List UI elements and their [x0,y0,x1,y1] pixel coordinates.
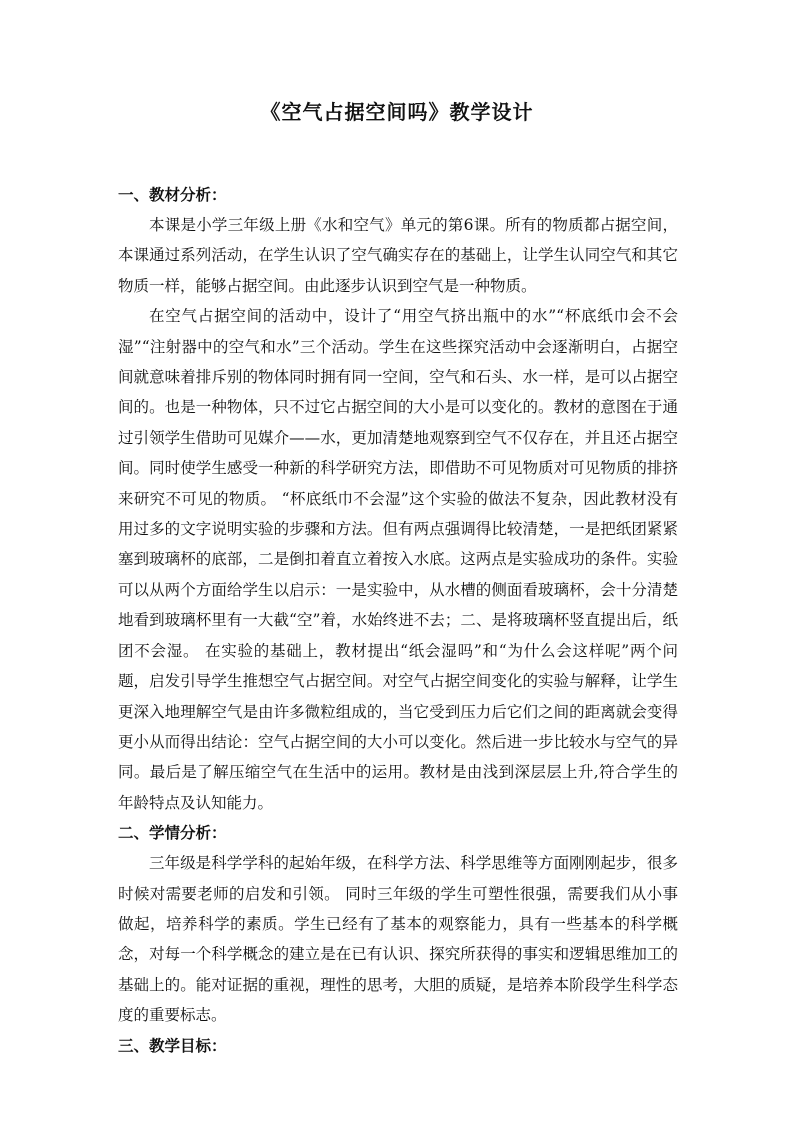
paragraph: 三年级是科学学科的起始年级，在科学方法、科学思维等方面刚刚起步，很多时候对需要老师的启发和引领。 同时三年级的学生可塑性很强，需要我们从小事做起，培养科学的素质。学生已经有了基本的观察能力，具有一些基本的科学概念，对每一个科学概念的建立是在已有认识、探究所获得的事实和逻辑思维加工的基础上的。能对证据的重视，理性的思考，大胆的质疑，是培养本阶段学生科学态度的重要标志。 [118,854,678,1025]
document-body [118,180,678,1061]
section-heading: 一、教材分析： [118,185,227,204]
document-title: 《空气占据空间吗》教学设计 [260,100,534,124]
section-heading: 二、学情分析： [118,823,227,843]
section-teaching-objectives [118,1031,678,1061]
paragraph: 在空气占据空间的活动中，设计了“用空气挤出瓶中的水”“杯底纸巾会不会湿”“注射器中的空气和水”三个活动。学生在这些探究活动中会逐渐明白，占据空间就意味着排斥别的物体同时拥有同一空间，空气和石头、水一样，是可以占据空间的。也是一种物体，只不过它占据空间的大小是可以变化的。教材的意图在于通过引领学生借助可见媒介——水，更加清楚地观察到空气不仅存在，并且还占据空间。同时使学生感受一种新的科学研究方法，即借助不可见物质对可见物质的排挤来研究不可见的物质。 “杯底纸巾不会湿”这个实验的做法不复杂，因此教材没有用过多的文字说明实验的步骤和方法。但有两点强调得比较清楚，一是把纸团紧紧塞到玻璃杯的底部，二是倒扣着直立着按入水底。这两点是实验成功的条件。实验可以从两个方面给学生以启示：一是实验中，从水槽的侧面看玻璃杯，会十分清楚地看到玻璃杯里有一大截“空”着，水始终进不去；二、是将玻璃杯竖直提出后，纸团不会湿。 在实验的基础上，教材提出“纸会湿吗”和“为什么会这样呢”两个问题，启发引导学生推想空气占据空间。对空气占据空间变化的实验与解释，让学生更深入地理解空气是由许多微粒组成的，当它受到压力后它们之间的距离就会变得更小从而得出结论：空气占据空间的大小可以变化。然后进一步比较水与空气的异同。最后是了解压缩空气在生活中的运用。教材是由浅到深层层上升,符合学生的年龄特点及认知能力。 [118,307,678,812]
paragraph: 本课是小学三年级上册《水和空气》单元的第6课。所有的物质都占据空间，本课通过系列活动，在学生认识了空气确实存在的基础上，让学生认同空气和其它物质一样，能够占据空间。由此逐步认识到空气是一种物质。 [118,216,678,295]
section-textbook-analysis [118,180,678,818]
section-learner-analysis [118,818,678,1030]
section-heading: 三、教学目标： [118,1035,227,1055]
